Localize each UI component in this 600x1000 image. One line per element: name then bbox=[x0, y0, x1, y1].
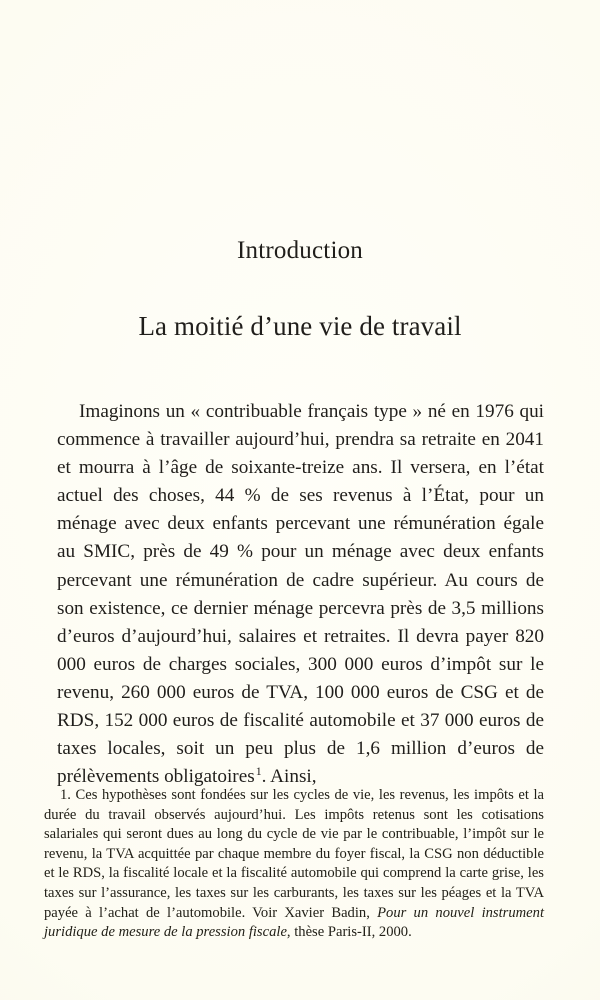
footnote-number: 1. bbox=[60, 787, 71, 803]
footnote-text-lead: Ces hypothèses sont fondées sur les cycles de vie, les revenus, les impôts et la durée du travail observés aujourd’hui. Les impôts retenus sont les cotisations salariales qui seront dues au long du cycle de vie par le contribuable, l’impôt sur le revenu, la TVA acquittée par chaque membre du foyer fiscal, la CSG non déductible et le RDS, la fiscalité locale et la fiscalité automobile qui comprend la carte grise, les taxes sur l’assurance, les taxes sur les carburants, les taxes sur les péages et la TVA payée à l’achat de l’automobile. Voir Xavier Badin, bbox=[44, 787, 544, 921]
footnote-item bbox=[44, 786, 544, 943]
chapter-subtitle: La moitié d’une vie de travail bbox=[138, 311, 462, 341]
chapter-heading-block bbox=[0, 236, 600, 342]
footnote-reference-marker[interactable]: 1 bbox=[255, 763, 262, 778]
body-paragraph-tail: . Ainsi, bbox=[261, 766, 317, 788]
page-title: Introduction bbox=[237, 237, 363, 264]
body-paragraph-text: Imaginons un « contribuable français type » né en 1976 qui commence à travailler aujourd’hui, prendra sa retraite en 2041 et mourra à l’âge de soixante-treize ans. Il versera, en l’état actuel des choses, 44 % de ses revenus à l’État, pour un ménage avec deux enfants percevant une rémunération égale au SMIC, près de 49 % pour un ménage avec deux enfants percevant une rémunération de cadre supérieur. Au cours de son existence, ce dernier ménage percevra près de 3,5 millions d’euros d’aujourd’hui, salaires et retraites. Il devra payer 820 000 euros de charges sociales, 300 000 euros d’impôt sur le revenu, 260 000 euros de TVA, 100 000 euros de CSG et de RDS, 152 000 euros de fiscalité automobile et 37 000 euros de taxes locales, soit un peu plus de 1,6 million d’euros de prélèvements obligatoires bbox=[57, 401, 544, 788]
body-text-block bbox=[57, 398, 544, 791]
body-paragraph bbox=[57, 398, 544, 791]
footnote-text-trail: , thèse Paris-II, 2000. bbox=[286, 924, 412, 941]
footnote-cited-work-title: Pour un nouvel instrument juridique de mesure de la pression fiscale bbox=[44, 904, 545, 941]
footnote-block bbox=[44, 786, 544, 943]
